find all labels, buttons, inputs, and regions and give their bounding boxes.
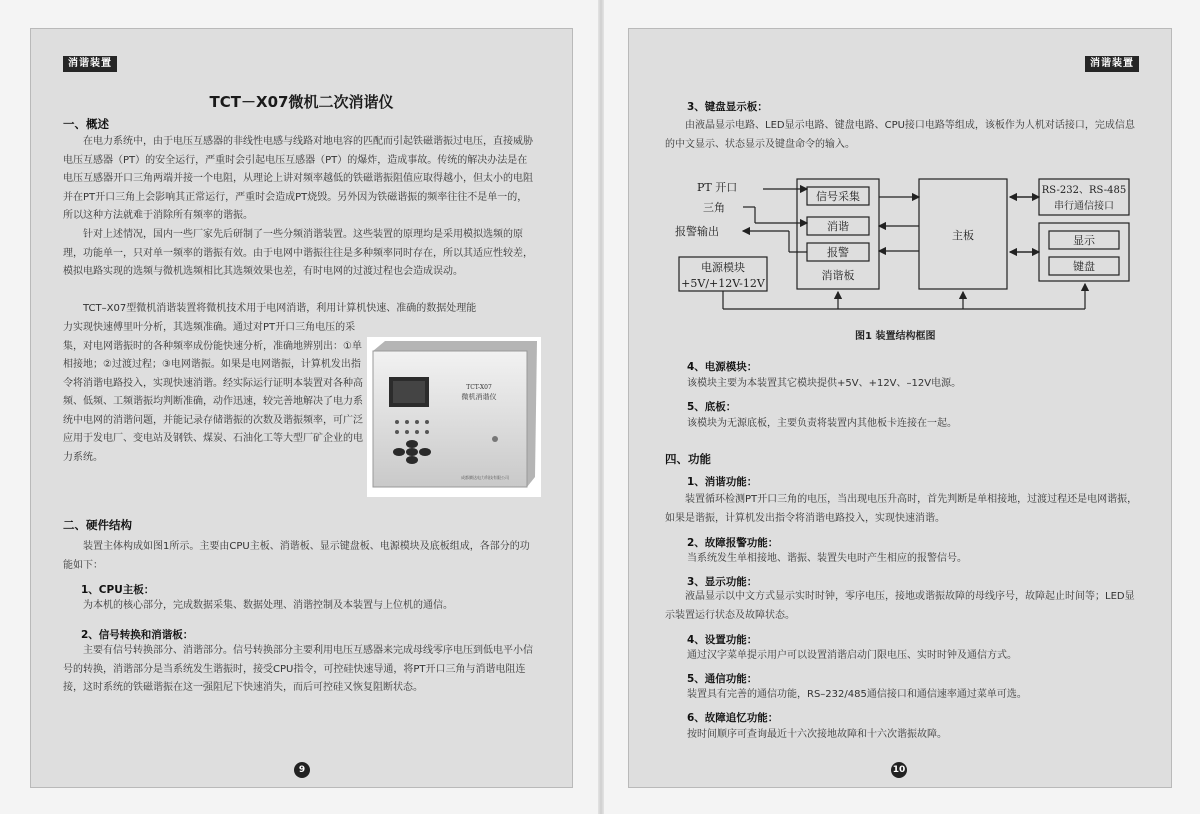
pt-open-label: PT 开口 bbox=[697, 181, 738, 194]
fault-recall-function-text: 按时间顺序可查询最近十六次接地故障和十六次谐振故障。 bbox=[687, 729, 947, 740]
heading-backplane: 5、底板： bbox=[687, 401, 737, 413]
heading-cpu-board: 1、CPU主板： bbox=[81, 584, 155, 596]
main-board-label: 主板 bbox=[952, 229, 974, 242]
harmonic-elimination-block: 消谐 bbox=[827, 220, 849, 233]
overview-paragraph-2: 针对上述情况，国内一些厂家先后研制了一些分频消谐装置。这些装置的原理均是采用模拟选频的原理，功能单一，只对单一频率的谐振有效。由于电网中谐振往往是多种频率同时存在，所以其适应性较差，模拟电路实现的选频与微机选频相比其选频效果也差，有时电网的过渡过程也会造成误动。 bbox=[63, 229, 533, 277]
heading-overview: 一、概述 bbox=[63, 117, 109, 131]
structure-block-diagram bbox=[667, 171, 1147, 319]
heading-elimination-function: 1、消谐功能： bbox=[687, 476, 758, 488]
hardware-intro: 装置主体构成如图1所示。主要由CPU主板、消谐板、显示键盘板、电源模块及底板组成，各部分的功能如下： bbox=[63, 541, 530, 571]
device-photo bbox=[367, 337, 541, 497]
heading-settings-function: 4、设置功能： bbox=[687, 634, 758, 646]
page-9 bbox=[30, 28, 573, 788]
keyboard-block: 键盘 bbox=[1073, 260, 1095, 273]
power-module-text: 该模块主要为本装置其它模块提供+5V、+12V、–12V电源。 bbox=[687, 378, 962, 389]
power-voltage-label: +5V/+12V-12V bbox=[681, 277, 765, 290]
diagram-caption: 图1 装置结构框图 bbox=[855, 331, 936, 342]
keyboard-display-text: 由液晶显示电路、LED显示电路、键盘电路、CPU接口电路等组成，该板作为人机对话接口，完成信息的中文显示、状态显示及键盘命令的输入。 bbox=[665, 120, 1135, 150]
page-number-10: 10 bbox=[891, 762, 907, 778]
heading-display-function: 3、显示功能： bbox=[687, 576, 758, 588]
communication-function-text: 装置具有完善的通信功能，RS–232/485通信接口和通信速率通过菜单可选。 bbox=[687, 689, 1027, 700]
signal-acquisition-block: 信号采集 bbox=[816, 190, 860, 203]
heading-fault-recall-function: 6、故障追忆功能： bbox=[687, 712, 779, 724]
heading-communication-function: 5、通信功能： bbox=[687, 673, 758, 685]
cpu-board-text: 为本机的核心部分，完成数据采集、数据处理、消谐控制及本装置与上位机的通信。 bbox=[83, 600, 453, 611]
overview-paragraph-3-lead: TCT–X07型微机消谐装置将微机技术用于电网消谐，利用计算机快速、准确的数据处理能 bbox=[83, 303, 477, 314]
alarm-function-text: 当系统发生单相接地、谐振、装置失电时产生相应的报警信号。 bbox=[687, 553, 967, 564]
heading-keyboard-display-board: 3、键盘显示板： bbox=[687, 101, 768, 113]
alarm-block: 报警 bbox=[827, 246, 849, 259]
section-tag: 消谐装置 bbox=[63, 56, 117, 72]
heading-signal-board: 2、信号转换和消谐板： bbox=[81, 629, 194, 641]
page-10 bbox=[628, 28, 1172, 788]
harmonic-board-label: 消谐板 bbox=[821, 269, 855, 282]
device-name-label: 微机消谐仪 bbox=[461, 393, 497, 401]
overview-paragraph-1: 在电力系统中，由于电压互感器的非线性电感与线路对地电容的匹配而引起铁磁谐振过电压，直接威胁电压互感器（PT）的安全运行，严重时会引起电压互感器（PT）的爆炸，造成事故。传统的解决办法是在电压互感器开口三角两端并接一个电阻，从理论上讲对频率越低的铁磁谐振阻值应取得越小，但太小的电阻并在PT开口三角上会影响其正常运行，严重时会造成PT烧毁。另外因为铁磁谐振的频率往往不是单一的，所以这种方法就难于消除所有频率的谐振。 bbox=[63, 136, 533, 221]
rs-interface-label: RS-232、RS-485 bbox=[1041, 185, 1127, 196]
heading-power-module: 4、电源模块： bbox=[687, 361, 758, 373]
device-maker-label: 成都腾达电力科技有限公司 bbox=[461, 475, 509, 480]
display-function-text: 液晶显示以中文方式显示实时时钟，零序电压，接地或谐振故障的母线序号，故障起止时间等；LED显示装置运行状态及故障状态。 bbox=[665, 591, 1135, 621]
alarm-output-label: 报警输出 bbox=[675, 225, 719, 238]
serial-interface-label: 串行通信接口 bbox=[1054, 201, 1114, 212]
page-number-9: 9 bbox=[294, 762, 310, 778]
document-title: TCT－X07微机二次消谐仪 bbox=[209, 93, 394, 111]
page-gutter bbox=[598, 0, 604, 814]
power-module-label: 电源模块 bbox=[701, 261, 745, 274]
heading-alarm-function: 2、故障报警功能： bbox=[687, 537, 779, 549]
overview-paragraph-3: 力实现快速傅里叶分析，其选频准确。通过对PT开口三角电压的采集，对电网谐振时的各种频率成份能快速分析，准确地辨别出：①单相接地；②过渡过程；③电网谐振。如果是电网谐振，计算机发出指令将消谐电路投入，实现快速消谐。经实际运行证明本装置对各种高频、低频、工频谐振均判断准确，动作迅速，较完善地解决了电力系统中电网的消谐问题，并能记录存储谐振的次数及谐振频率，可广泛应用于发电厂、变电站及钢铁、煤炭、石油化工等大型厂矿企业的电力系统。 bbox=[63, 322, 363, 463]
display-block: 显示 bbox=[1073, 234, 1095, 247]
elimination-function-text: 装置循环检测PT开口三角的电压，当出现电压升高时，首先判断是单相接地，过渡过程还是电网谐振，如果是谐振，计算机发出指令将消谐电路投入，实现快速消谐。 bbox=[665, 494, 1138, 524]
backplane-text: 该模块为无源底板，主要负责将装置内其他板卡连接在一起。 bbox=[687, 418, 957, 429]
triangle-label: 三角 bbox=[703, 201, 725, 214]
heading-hardware: 二、硬件结构 bbox=[63, 518, 132, 532]
settings-function-text: 通过汉字菜单提示用户可以设置消谐启动门限电压、实时时钟及通信方式。 bbox=[687, 650, 1017, 661]
section-tag: 消谐装置 bbox=[1085, 56, 1139, 72]
signal-board-text: 主要有信号转换部分、消谐部分。信号转换部分主要利用电压互感器来完成母线零序电压到低电平小信号的转换，消谐部分是当系统发生谐振时，接受CPU指令，可控硅快速导通，将PT开口三角与消谐电阻连接，这时系统的铁磁谐振在这一强阻尼下快速消失，而后可控硅又恢复阻断状态。 bbox=[63, 645, 533, 693]
device-model-label: TCT-X07 bbox=[466, 384, 492, 391]
heading-functions: 四、功能 bbox=[665, 452, 711, 466]
